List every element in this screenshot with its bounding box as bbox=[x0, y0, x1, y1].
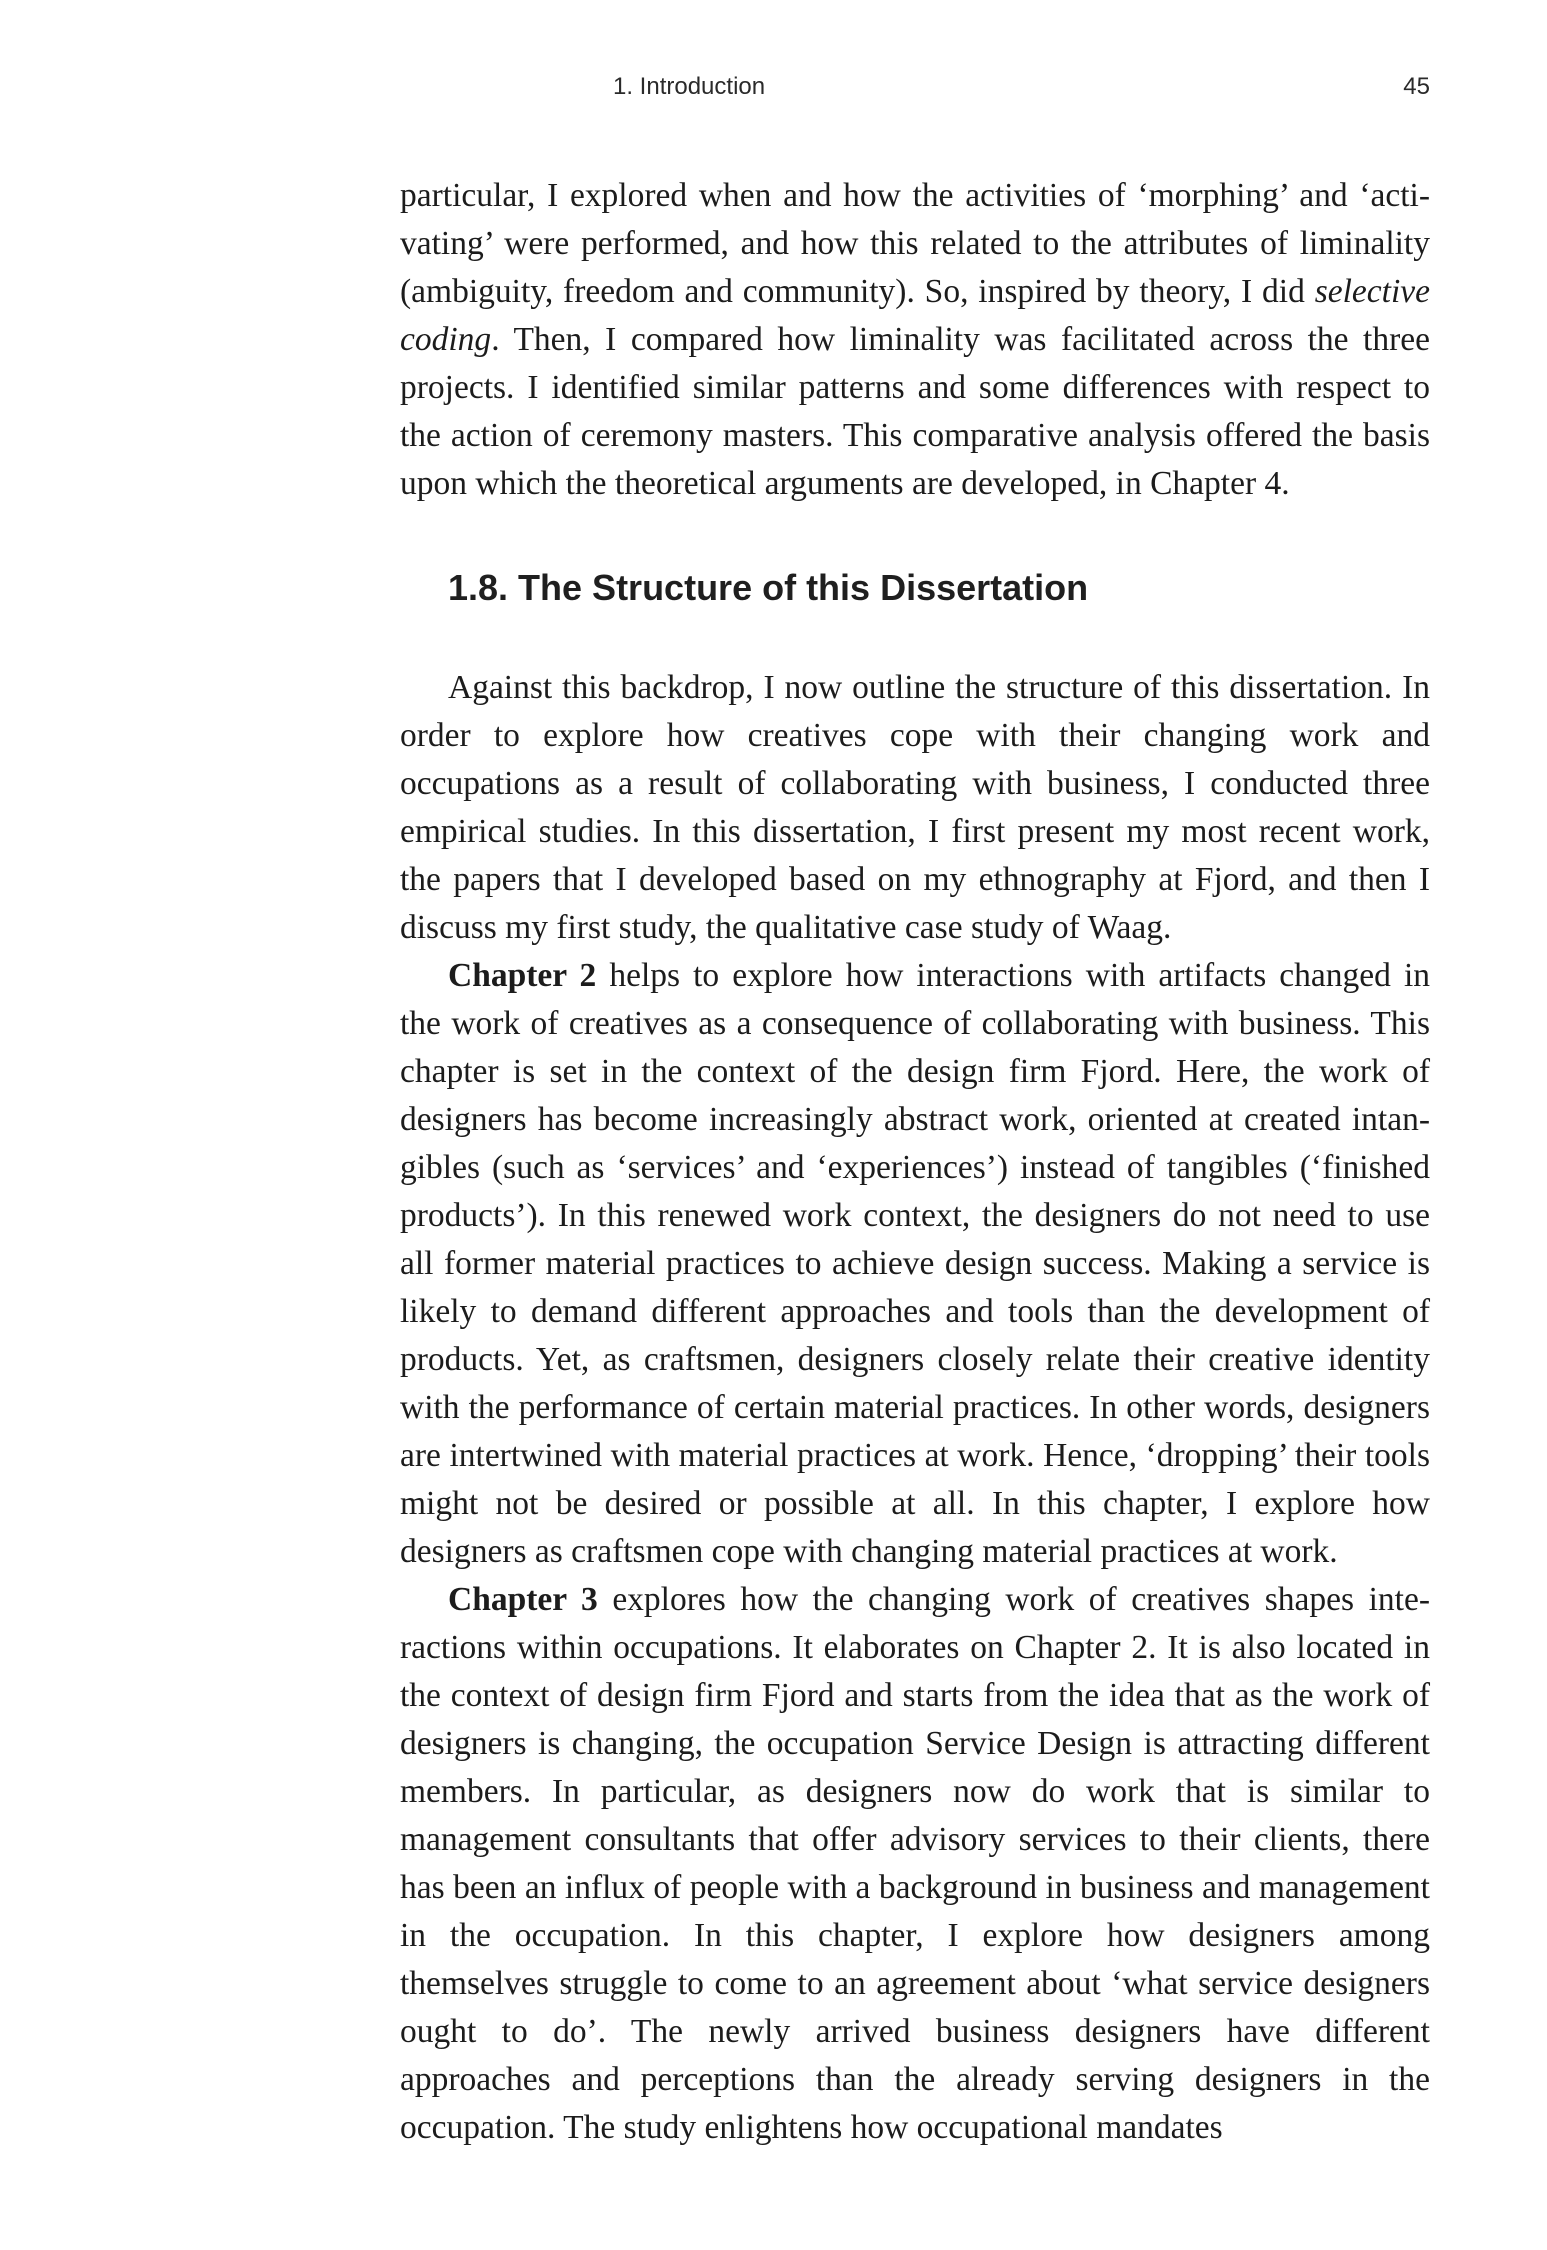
chapter-reference: Chapter 2 bbox=[448, 957, 597, 994]
running-title: 1. Introduction bbox=[613, 73, 766, 100]
running-header bbox=[613, 70, 1430, 104]
paragraph-chapter-2 bbox=[400, 952, 1430, 1576]
chapter-reference: Chapter 3 bbox=[448, 1581, 598, 1618]
page-number: 45 bbox=[1403, 73, 1430, 100]
paragraph-text: helps to explore how interactions with artifacts changed in the work of creatives as a consequence of collaborating with business. This chapter is set in the context of the design firm Fjord. Here, the work of designers has become increasingly abstract work, oriented at created intangibles (such as ‘services’ and ‘experiences’) instead of tangibles (‘finished products’). In this renewed work context, the designers do not need to use all former material practices to achieve design success. Making a service is likely to demand different approaches and tools than the development of products. Yet, as craftsmen, designers closely relate their creative identity with the performance of certain material practices. In other words, designers are intertwined with material practices at work. Hence, ‘dropping’ their tools might not be desired or possible at all. In this chapter, I explore how designers as craftsmen cope with changing material practices at work. bbox=[400, 957, 1430, 1570]
paragraph-intro: Against this backdrop, I now outline the structure of this dissertation. In order to explore how creatives cope with their changing work and occupations as a result of collaborating with business, I conducted three empirical studies. In this dissertation, I first present my most recent work, the papers that I developed based on my ethnography at Fjord, and then I discuss my first study, the qualitative case study of Waag. bbox=[400, 669, 1430, 946]
paragraph-text: explores how the changing work of creatives shapes interactions within occupations. It elaborates on Chapter 2. It is also located in the context of design firm Fjord and starts from the idea that as the work of designers is changing, the occupation Service Design is attracting different members. In particular, as designers now do work that is similar to management consultants that offer advisory services to their clients, there has been an influx of people with a background in business and management in the occupation. In this chapter, I explore how designers among themselves struggle to come to an agreement about ‘what service designers ought to do’. The newly arrived business designers have different approaches and perceptions than the already serving designers in the occupation. The study enlightens how occupational mandates bbox=[400, 1581, 1430, 2146]
italic-term: selective coding bbox=[400, 273, 1430, 358]
section-heading: 1.8. The Structure of this Dissertation bbox=[448, 567, 1089, 608]
paragraph-text: . Then, I compared how liminality was facilitated across the three projects. I identified similar patterns and some differences with respect to the action of ceremony masters. This comparative analysis offered the basis upon which the theoretical arguments are developed, in Chapter 4. bbox=[400, 321, 1430, 502]
paragraph-continuation bbox=[400, 172, 1430, 508]
paragraph-text: particular, I explored when and how the activities of ‘morphing’ and ‘activating’ were performed, and how this related to the attributes of liminality (ambiguity, freedom and community). So, inspired by theory, I did bbox=[400, 177, 1430, 310]
paragraph-chapter-3 bbox=[400, 1576, 1430, 2152]
body-text bbox=[400, 172, 1430, 2152]
